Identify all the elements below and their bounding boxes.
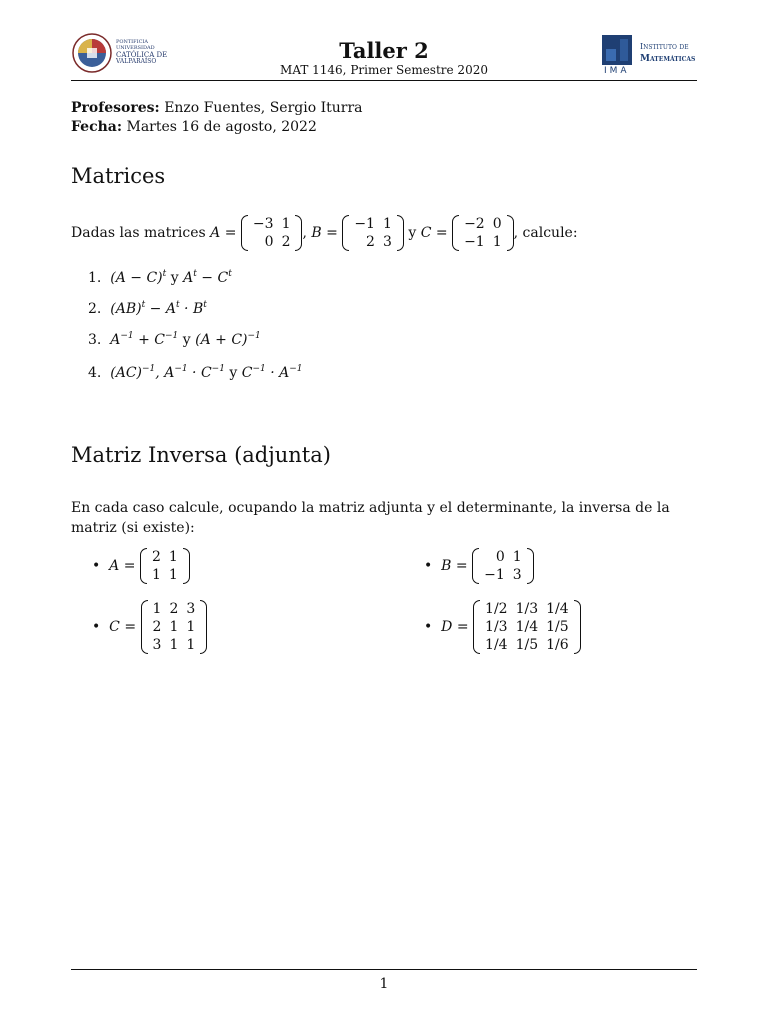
professors-value: Enzo Fuentes, Sergio Iturra: [164, 100, 363, 116]
logo-left-line: VALPARAÍSO: [116, 58, 157, 65]
exercise-item-3: 3. $A^{-1} + C^{-1}$ y $(A + C)^{-1}$: [88, 331, 261, 348]
professors-line: [71, 100, 363, 116]
page-number: 1: [379, 976, 389, 992]
statement-outro: , calcule:: [513, 225, 578, 241]
inverse-matrix-D: 1/2 1/3 1/4 1/3 1/4 1/5 1/4 1/5 1/6: [473, 600, 581, 654]
institute-mark-label: IMA: [604, 66, 630, 76]
statement-intro: Dadas las matrices: [71, 225, 206, 241]
section-title-inverse: Matriz Inversa (adjunta): [71, 443, 331, 467]
professors-label: Profesores:: [71, 100, 160, 116]
matrices-statement: Dadas las matrices A = −3 1 0 2 , B = −1 1 2 3 y C = −2 0 −1 1 , calcule:: [71, 216, 578, 250]
date-line: [71, 119, 317, 135]
logo-right-line: Matemáticas: [640, 54, 696, 64]
matrix-A: −3 1 0 2: [241, 215, 303, 251]
institute-logo: [602, 35, 702, 77]
statement-conj: y: [408, 225, 417, 241]
inverse-matrix-A: 2 1 1 1: [140, 548, 190, 584]
date-label: Fecha:: [71, 119, 123, 135]
footer-divider: [71, 969, 697, 970]
bullet-matrix-C: • C = 1 2 3 2 1 1 3 1 1: [92, 600, 207, 654]
logo-left-line: UNIVERSIDAD: [116, 45, 155, 51]
date-value: Martes 16 de agosto, 2022: [126, 119, 317, 135]
exercise-item-2: 2. $(AB)^t - A^t \cdot B^t$: [88, 300, 207, 317]
bullet-matrix-A: • A = 2 1 1 1: [92, 548, 190, 584]
bullet-matrix-D: • D = 1/2 1/3 1/4 1/3 1/4 1/5 1/4 1/5 1/6: [424, 600, 581, 654]
exercise-item-4: 4. (AC)$^{-1}$, $A^{-1} \cdot C^{-1}$ y $C^{-1} \cdot A^{-1}$: [88, 364, 303, 381]
logo-right-line: Instituto de: [640, 42, 689, 51]
inverse-matrix-B: 0 1 −1 3: [472, 548, 534, 584]
logo-left-line: PONTIFICIA: [116, 39, 149, 45]
matrix-C: −2 0 −1 1: [452, 215, 514, 251]
section-title-matrices: Matrices: [71, 164, 166, 188]
exercise-item-1: 1. $(A - C)^t$ y $A^t - C^t$: [88, 269, 232, 286]
bullet-matrix-B: • B = 0 1 −1 3: [424, 548, 534, 584]
header-divider: [71, 80, 697, 81]
document-subtitle: MAT 1146, Primer Semestre 2020: [280, 63, 488, 77]
institute-mark-icon: [602, 35, 632, 65]
logo-left-line: CATÓLICA DE: [116, 51, 168, 59]
inverse-statement: En cada caso calcule, ocupando la matriz adjunta y el determinante, la inversa de la matriz (si existe):: [71, 500, 670, 536]
matrix-B: −1 1 2 3: [342, 215, 404, 251]
inverse-matrix-C: 1 2 3 2 1 1 3 1 1: [141, 600, 208, 654]
document-title: Taller 2: [339, 38, 429, 63]
